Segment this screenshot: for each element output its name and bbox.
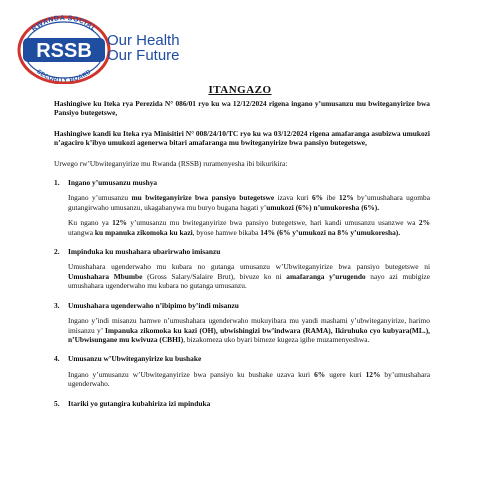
bold-run: 6% — [311, 193, 324, 203]
text-run: by’umushahara ugenderwaho. — [68, 369, 430, 389]
tagline-line2: Our Future — [107, 47, 180, 64]
rssb-logo — [16, 14, 112, 84]
tagline — [107, 33, 180, 63]
logo-ring-top-text: RWANDA SOCIAL — [30, 14, 98, 34]
logo-ring-bottom-text: SECURITY BOARD — [35, 69, 93, 84]
text-run: by’umushahara ugomba gutangirwaho umusanzu, ukagabanywa mu buryo bugana hagati y’ — [68, 193, 430, 212]
text-run: Ingano y’umusanzu — [68, 193, 132, 203]
bold-run: 12% — [365, 369, 381, 379]
bold-run: Umushahara Mbumbe — [68, 271, 143, 281]
text-run: nayo azi mubigize umushahara ugenderwaho mu kubara no gutanga umusanzu. — [68, 271, 430, 291]
text-run: ibe — [323, 193, 339, 203]
section-4-paragraph — [54, 370, 430, 389]
section-heading-2: 2. Impinduka ku mushahara ubarirwaho imisanzu — [54, 247, 221, 257]
text-run: ugere kuri — [325, 369, 366, 379]
text-run: Ku ngano ya — [68, 218, 113, 228]
text-run: y’umusanzu mu bwiteganyirize bwa pansiyo butegetswe, hari kandi umusanzu usanzwe wa — [126, 218, 419, 228]
text-run: (Gross Salary/Salaire Brut), bivuze ko ni — [142, 271, 287, 281]
text-run: utangwa — [68, 227, 95, 237]
bold-run: Impanuka zikomoka ku kazi (OH), ubwishingizi bw’indwara (RAMA), Ikiruhuko cyo kubyara(ML.), n’Ubwisungane mu kwivuza (CBHI) — [68, 325, 430, 344]
section-3-paragraph — [54, 316, 430, 344]
section-heading-4: 4. Umusanzu w’Ubwiteganyirize ku bushake — [54, 354, 202, 364]
bold-run: 14% (6% y’umukozi na 8% y’umukoresha). — [260, 227, 401, 237]
bold-run: mu bwiteganyirize bwa pansiyo butegetswe — [131, 193, 275, 203]
intro-paragraph: Urwego rw’Ubwiteganyirize mu Rwanda (RSSB) ruramenyesha ibi bikurikira: — [54, 158, 288, 168]
bold-run: 6% — [314, 369, 326, 379]
text-run: Ingano y’indi misanzu hamwe n’umushahara ugenderwaho mukuyibara mu yandi mashami y’ubwiteganyirize, harimo imisanzu y’ — [68, 316, 430, 335]
bold-run: ku mpanuka zikomoka ku kazi — [94, 227, 193, 237]
section-heading-1: 1. Ingano y’umusanzu mushya — [54, 178, 158, 188]
text-run: Umushahara ugenderwaho mu kubara no gutanga umusanzu w’Ubwiteganyirize bwa pansiyo butegetswe ni — [68, 262, 430, 272]
tagline-line1: Our Health — [107, 32, 180, 49]
document-title: ITANGAZO — [208, 84, 272, 96]
bold-run: 2% — [418, 218, 430, 228]
document-body — [54, 99, 430, 408]
logo-mark-text: RSSB — [36, 40, 92, 62]
section-heading-5: 5. Itariki yo gutangira kubahiriza izi mpinduka — [54, 398, 211, 408]
text-run: , bizakomeza uko byari bimeze kugeza igihe muzamenyeshwa. — [183, 334, 370, 344]
section-1-paragraph-1 — [54, 193, 430, 212]
text-run: izava kuri — [274, 193, 312, 203]
section-heading-3: 3. Umushahara ugenderwaho n’ibipimo by’indi misanzu — [54, 300, 239, 310]
section-1-paragraph-2 — [54, 218, 430, 237]
section-2-paragraph — [54, 262, 430, 290]
bold-run: 12% — [338, 193, 354, 203]
bold-run: umukozi (6%) n’umukoresha (6%). — [266, 202, 380, 212]
preamble-paragraph-1: Hashingiwe ku Iteka rya Perezida N° 086/01 ryo ku wa 12/12/2024 rigena ingano y’umusanzu mu bwiteganyirize bwa Pansiyo butegetswe, — [54, 99, 430, 118]
bold-run: amafaranga y’urugendo — [286, 271, 366, 281]
text-run: Ingano y’umusanzu w’Ubwiteganyirize bwa pansiyo ku bushake uzava kuri — [68, 369, 315, 379]
bold-run: 12% — [112, 218, 127, 228]
preamble-paragraph-2: Hashingiwe kandi ku Iteka rya Minisitiri N° 008/24/10/TC ryo ku wa 03/12/2024 rigena amafaranga asubizwa umukozi n’agaciro k’ibyo umukozi agenerwa bitari amafaranga mu bwiteganyirize bwa pansiyo butegetswe, — [54, 128, 430, 148]
text-run: , byose hamwe bikaba — [192, 227, 261, 237]
